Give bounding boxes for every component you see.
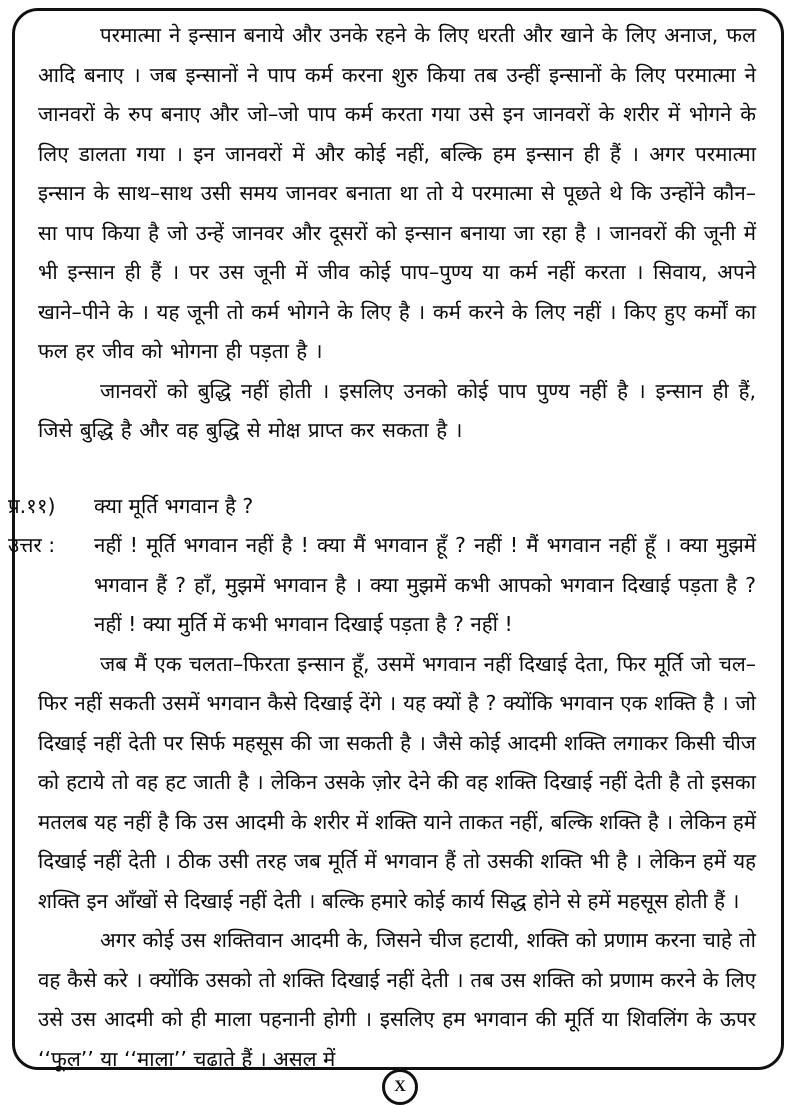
answer-paragraph-garland-offering: अगर कोई उस शक्तिवान आदमी के, जिसने चीज हटायी, शक्ति को प्रणाम करना चाहे तो वह कैसे करे । क्योंकि उसको तो शक्ति दिखाई नहीं देती । तब उस शक्ति को प्रणाम करने के लिए उसे उस आदमी को ही माला पहनानी होगी । इसलिए हम भगवान की मूर्ति या शिवलिंग के ऊपर ‘‘फूल’’ या ‘‘माला’’ चढ़ाते हैं । असल में: [38, 928, 756, 1071]
answer-label: उत्तर :: [8, 533, 56, 557]
question-number-label: प्र.११): [8, 493, 56, 518]
answer-paragraph-god-is-a-power: जब मैं एक चलता–फिरता इन्सान हूँ, उसमें भगवान नहीं दिखाई देता, फिर मूर्ति जो चल–फिर नहीं सकती उसमें भगवान कैसे दिखाई देंगे । यह क्यों है ? क्योंकि भगवान एक शक्ति है । जो दिखाई नहीं देती पर सिर्फ महसूस की जा सकती है । जैसे कोई आदमी शक्ति लगाकर किसी चीज को हटाये तो वह हट जाती है । लेकिन उसके ज़ोर देने की वह शक्ति दिखाई नहीं देती है तो इसका मतलब यह नहीं है कि उस आदमी के शरीर में शक्ति याने ताकत नहीं, बल्कि शक्ति है । लेकिन हमें दिखाई नहीं देती । ठीक उसी तरह जब मूर्ति में भगवान हैं तो उसकी शक्ति भी है । लेकिन हमें यह शक्ति इन आँखों से दिखाई नहीं देती । बल्कि हमारे कोई कार्य सिद्ध होने से हमें महसूस होती हैं ।: [38, 651, 756, 913]
page-number-bubble: [382, 1069, 418, 1105]
answer-first-paragraph: नहीं ! मूर्ति भगवान नहीं है ! क्या मैं भगवान हूँ ? नहीं ! मैं भगवान नहीं हूँ । क्या मुझमें भगवान हैं ? हाँ, मुझमें भगवान है । क्या मुझमें कभी आपको भगवान दिखाई पड़ता है ? नहीं ! क्या मुर्ति में कभी भगवान दिखाई पड़ता है ? नहीं !: [94, 533, 756, 636]
answer-row: [8, 526, 756, 645]
paragraph-animals-have-no-intellect: जानवरों को बुद्धि नहीं होती । इसलिए उनको कोई पाप पुण्य नहीं है । इन्सान ही हैं, जिसे बुद्धि है और वह बुद्धि से मोक्ष प्राप्त कर सकता है ।: [38, 378, 756, 442]
question-text: क्या मूर्ति भगवान है ?: [94, 493, 254, 518]
paragraph-creation-of-animals: परमात्मा ने इन्सान बनाये और उनके रहने के लिए धरती और खाने के लिए अनाज, फल आदि बनाए । जब इन्सानों ने पाप कर्म करना शुरु किया तब उन्हीं इन्सानों के लिए परमात्मा ने जानवरों के रुप बनाए और जो–जो पाप कर्म करता गया उसे इन जानवरों के शरीर में भोगने के लिए डालता गया । इन जानवरों में और कोई नहीं, बल्कि हम इन्सान ही हैं । अगर परमात्मा इन्सान के साथ–साथ उसी समय जानवर बनाता था तो ये परमात्मा से पूछते थे कि उन्होंने कौन–सा पाप किया है जो उन्हें जानवर और दूसरों को इन्सान बनाया जा रहा है । जानवरों की जूनी में भी इन्सान ही हैं । पर उस जूनी में जीव कोई पाप–पुण्य या कर्म नहीं करता । सिवाय, अपने खाने–पीने के । यह जूनी तो कर्म भोगने के लिए है । कर्म करने के लिए नहीं । किए हुए कर्मों का फल हर जीव को भोगना ही पड़ता है ।: [38, 23, 756, 363]
question-answer-block: [8, 487, 756, 1080]
section-spacer: [38, 451, 756, 465]
page-content: [8, 16, 756, 1071]
question-row: [8, 487, 756, 527]
page-number-text: X: [394, 1078, 406, 1095]
